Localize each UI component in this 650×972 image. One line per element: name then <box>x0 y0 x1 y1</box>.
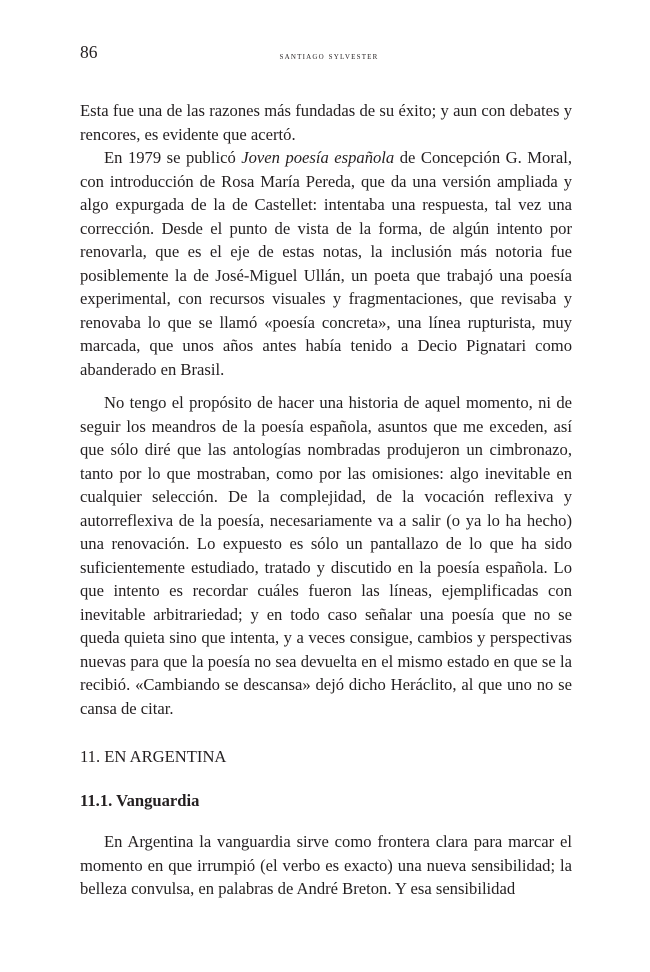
paragraph-2-body: de Concepción G. Moral, con introducción de Rosa María Pereda, que da una versión ampliada y algo expurgada de la de Castellet: intentaba una respuesta, tal vez una corrección. Desde el punto de vista de la forma, de algún intento por renovarla, que es el eje de estas notas, la inclusión más notoria fue posiblemente la de José-Miguel Ullán, un poeta que trabajó una poesía experimental, con recursos visuales y fragmentaciones, que revisaba y renovaba lo que se llamó «poesía concreta», una línea rupturista, muy marcada, que unos años antes había tenido a Decio Pignatari como abanderado en Brasil. <box>80 148 572 379</box>
section-title: 11. EN ARGENTINA <box>80 747 227 766</box>
text-block-bottom <box>80 830 572 901</box>
paragraph-3: No tengo el propósito de hacer una historia de aquel momento, ni de seguir los meandros de la poesía española, asuntos que me exceden, así que sólo diré que las antologías nombradas produjeron un cimbronazo, tanto por lo que mostraban, como por las omisiones: algo inevitable en cualquier selección. De la complejidad, de la vocación reflexiva y autorreflexiva de la poesía, necesariamente va a salir (o ya lo ha hecho) una renovación. Lo expuesto es sólo un pantallazo de lo que ha sido suficientemente estudiado, tratado y discutido en la poesía española. Lo que intento es recordar cuáles fueron las líneas, ejemplificadas con inevitable arbitrariedad; y en todo caso señalar una poesía que no se queda quieta sino que intenta, y a veces consigue, cambios y perspectivas nuevas para que la poesía no sea devuelta en el mismo estado en que se la recibió. «Cambiando se descansa» dejó dicho Heráclito, al que uno no se cansa de citar. <box>80 393 572 718</box>
book-title-italic: Joven poesía española <box>241 148 395 167</box>
subsection-title: 11.1. Vanguardia <box>80 791 200 810</box>
running-head: santiago sylvester <box>279 51 379 62</box>
paragraph-2-lead: En 1979 se publicó <box>104 148 242 167</box>
text-block-top <box>80 99 572 381</box>
paragraph-2 <box>80 146 572 381</box>
paragraph-1: Esta fue una de las razones más fundadas de su éxito; y aun con debates y rencores, es evidente que acertó. <box>80 101 572 144</box>
text-block-middle <box>80 391 572 720</box>
paragraph-4: En Argentina la vanguardia sirve como frontera clara para marcar el momento en que irrumpió (el verbo es exacto) una nueva sensibilidad; la belleza convulsa, en palabras de André Breton. Y esa sensibilidad <box>80 832 572 898</box>
page-number: 86 <box>80 42 98 62</box>
